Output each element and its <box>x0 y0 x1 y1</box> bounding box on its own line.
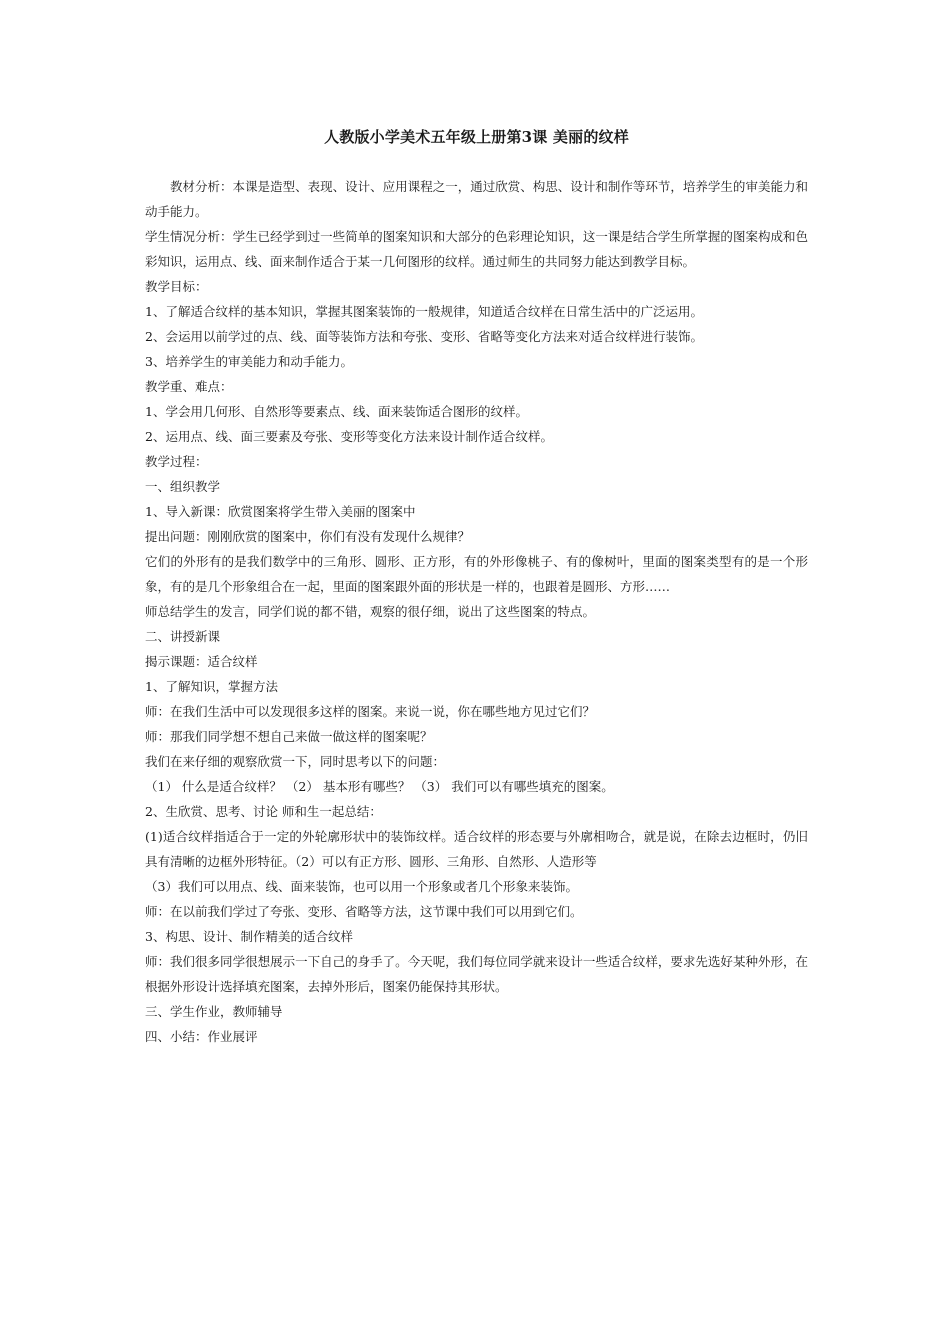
document-title: 人教版小学美术五年级上册第3课 美丽的纹样 <box>324 128 629 146</box>
process-text: 揭示课题：适合纹样 <box>145 654 258 669</box>
paragraph-textbook-analysis: 教材分析：本课是造型、表现、设计、应用课程之一，通过欣赏、构思、设计和制作等环节，培养学生的审美能力和动手能力。 <box>145 179 808 219</box>
heading-key-points: 教学重、难点： <box>145 379 233 394</box>
process-item: 3、构思、设计、制作精美的适合纹样 <box>145 929 353 944</box>
section-heading: 四、小结：作业展评 <box>145 1029 258 1044</box>
heading-teaching-process: 教学过程： <box>145 454 208 469</box>
process-text: 提出问题：刚刚欣赏的图案中，你们有没有发现什么规律？ <box>145 529 471 544</box>
process-text: 我们在来仔细的观察欣赏一下，同时思考以下的问题： <box>145 754 446 769</box>
key-point-item: 2、运用点、线、面三要素及夸张、变形等变化方法来设计制作适合纹样。 <box>145 429 553 444</box>
goal-item: 2、会运用以前学过的点、线、面等装饰方法和夸张、变形、省略等变化方法来对适合纹样进行装饰。 <box>145 329 703 344</box>
process-text: 师：在我们生活中可以发现很多这样的图案。来说一说，你在哪些地方见过它们？ <box>145 704 596 719</box>
process-text: 师总结学生的发言，同学们说的都不错，观察的很仔细，说出了这些图案的特点。 <box>145 604 596 619</box>
process-text: 师：在以前我们学过了夸张、变形、省略等方法，这节课中我们可以用到它们。 <box>145 904 583 919</box>
document-body <box>145 174 808 1049</box>
process-item: 2、生欣赏、思考、讨论 师和生一起总结： <box>145 804 382 819</box>
goal-item: 1、了解适合纹样的基本知识，掌握其图案装饰的一般规律，知道适合纹样在日常生活中的广泛运用。 <box>145 304 703 319</box>
process-text: 它们的外形有的是我们数学中的三角形、圆形、正方形，有的外形像桃子、有的像树叶，里面的图案类型有的是一个形象，有的是几个形象组合在一起，里面的图案跟外面的形状是一样的，也跟着是圆形、方形…… <box>145 554 808 594</box>
heading-teaching-goals: 教学目标： <box>145 279 208 294</box>
process-text: 师：那我们同学想不想自己来做一做这样的图案呢？ <box>145 729 433 744</box>
document-page <box>145 126 808 1049</box>
key-point-item: 1、学会用几何形、自然形等要素点、线、面来装饰适合图形的纹样。 <box>145 404 528 419</box>
process-text: （3）我们可以用点、线、面来装饰，也可以用一个形象或者几个形象来装饰。 <box>145 879 578 894</box>
section-heading: 二、讲授新课 <box>145 629 221 644</box>
process-item: 1、了解知识，掌握方法 <box>145 679 278 694</box>
section-heading: 一、组织教学 <box>145 479 221 494</box>
process-item: 1、导入新课：欣赏图案将学生带入美丽的图案中 <box>145 504 416 519</box>
goal-item: 3、培养学生的审美能力和动手能力。 <box>145 354 353 369</box>
question-list: （1） 什么是适合纹样？ （2） 基本形有哪些？ （3） 我们可以有哪些填充的图案。 <box>145 779 614 794</box>
process-text: (1)适合纹样指适合于一定的外轮廓形状中的装饰纹样。适合纹样的形态要与外廓相吻合，就是说，在除去边框时，仍旧具有清晰的边框外形特征。（2）可以有正方形、圆形、三角形、自然形、人造形等 <box>145 829 808 869</box>
section-heading: 三、学生作业，教师辅导 <box>145 1004 283 1019</box>
paragraph-student-analysis: 学生情况分析：学生已经学到过一些简单的图案知识和大部分的色彩理论知识，这一课是结合学生所掌握的图案构成和色彩知识，运用点、线、面来制作适合于某一几何图形的纹样。通过师生的共同努力能达到教学目标。 <box>145 229 808 269</box>
process-text: 师：我们很多同学很想展示一下自己的身手了。今天呢，我们每位同学就来设计一些适合纹样，要求先选好某种外形，在根据外形设计选择填充图案，去掉外形后，图案仍能保持其形状。 <box>145 954 808 994</box>
